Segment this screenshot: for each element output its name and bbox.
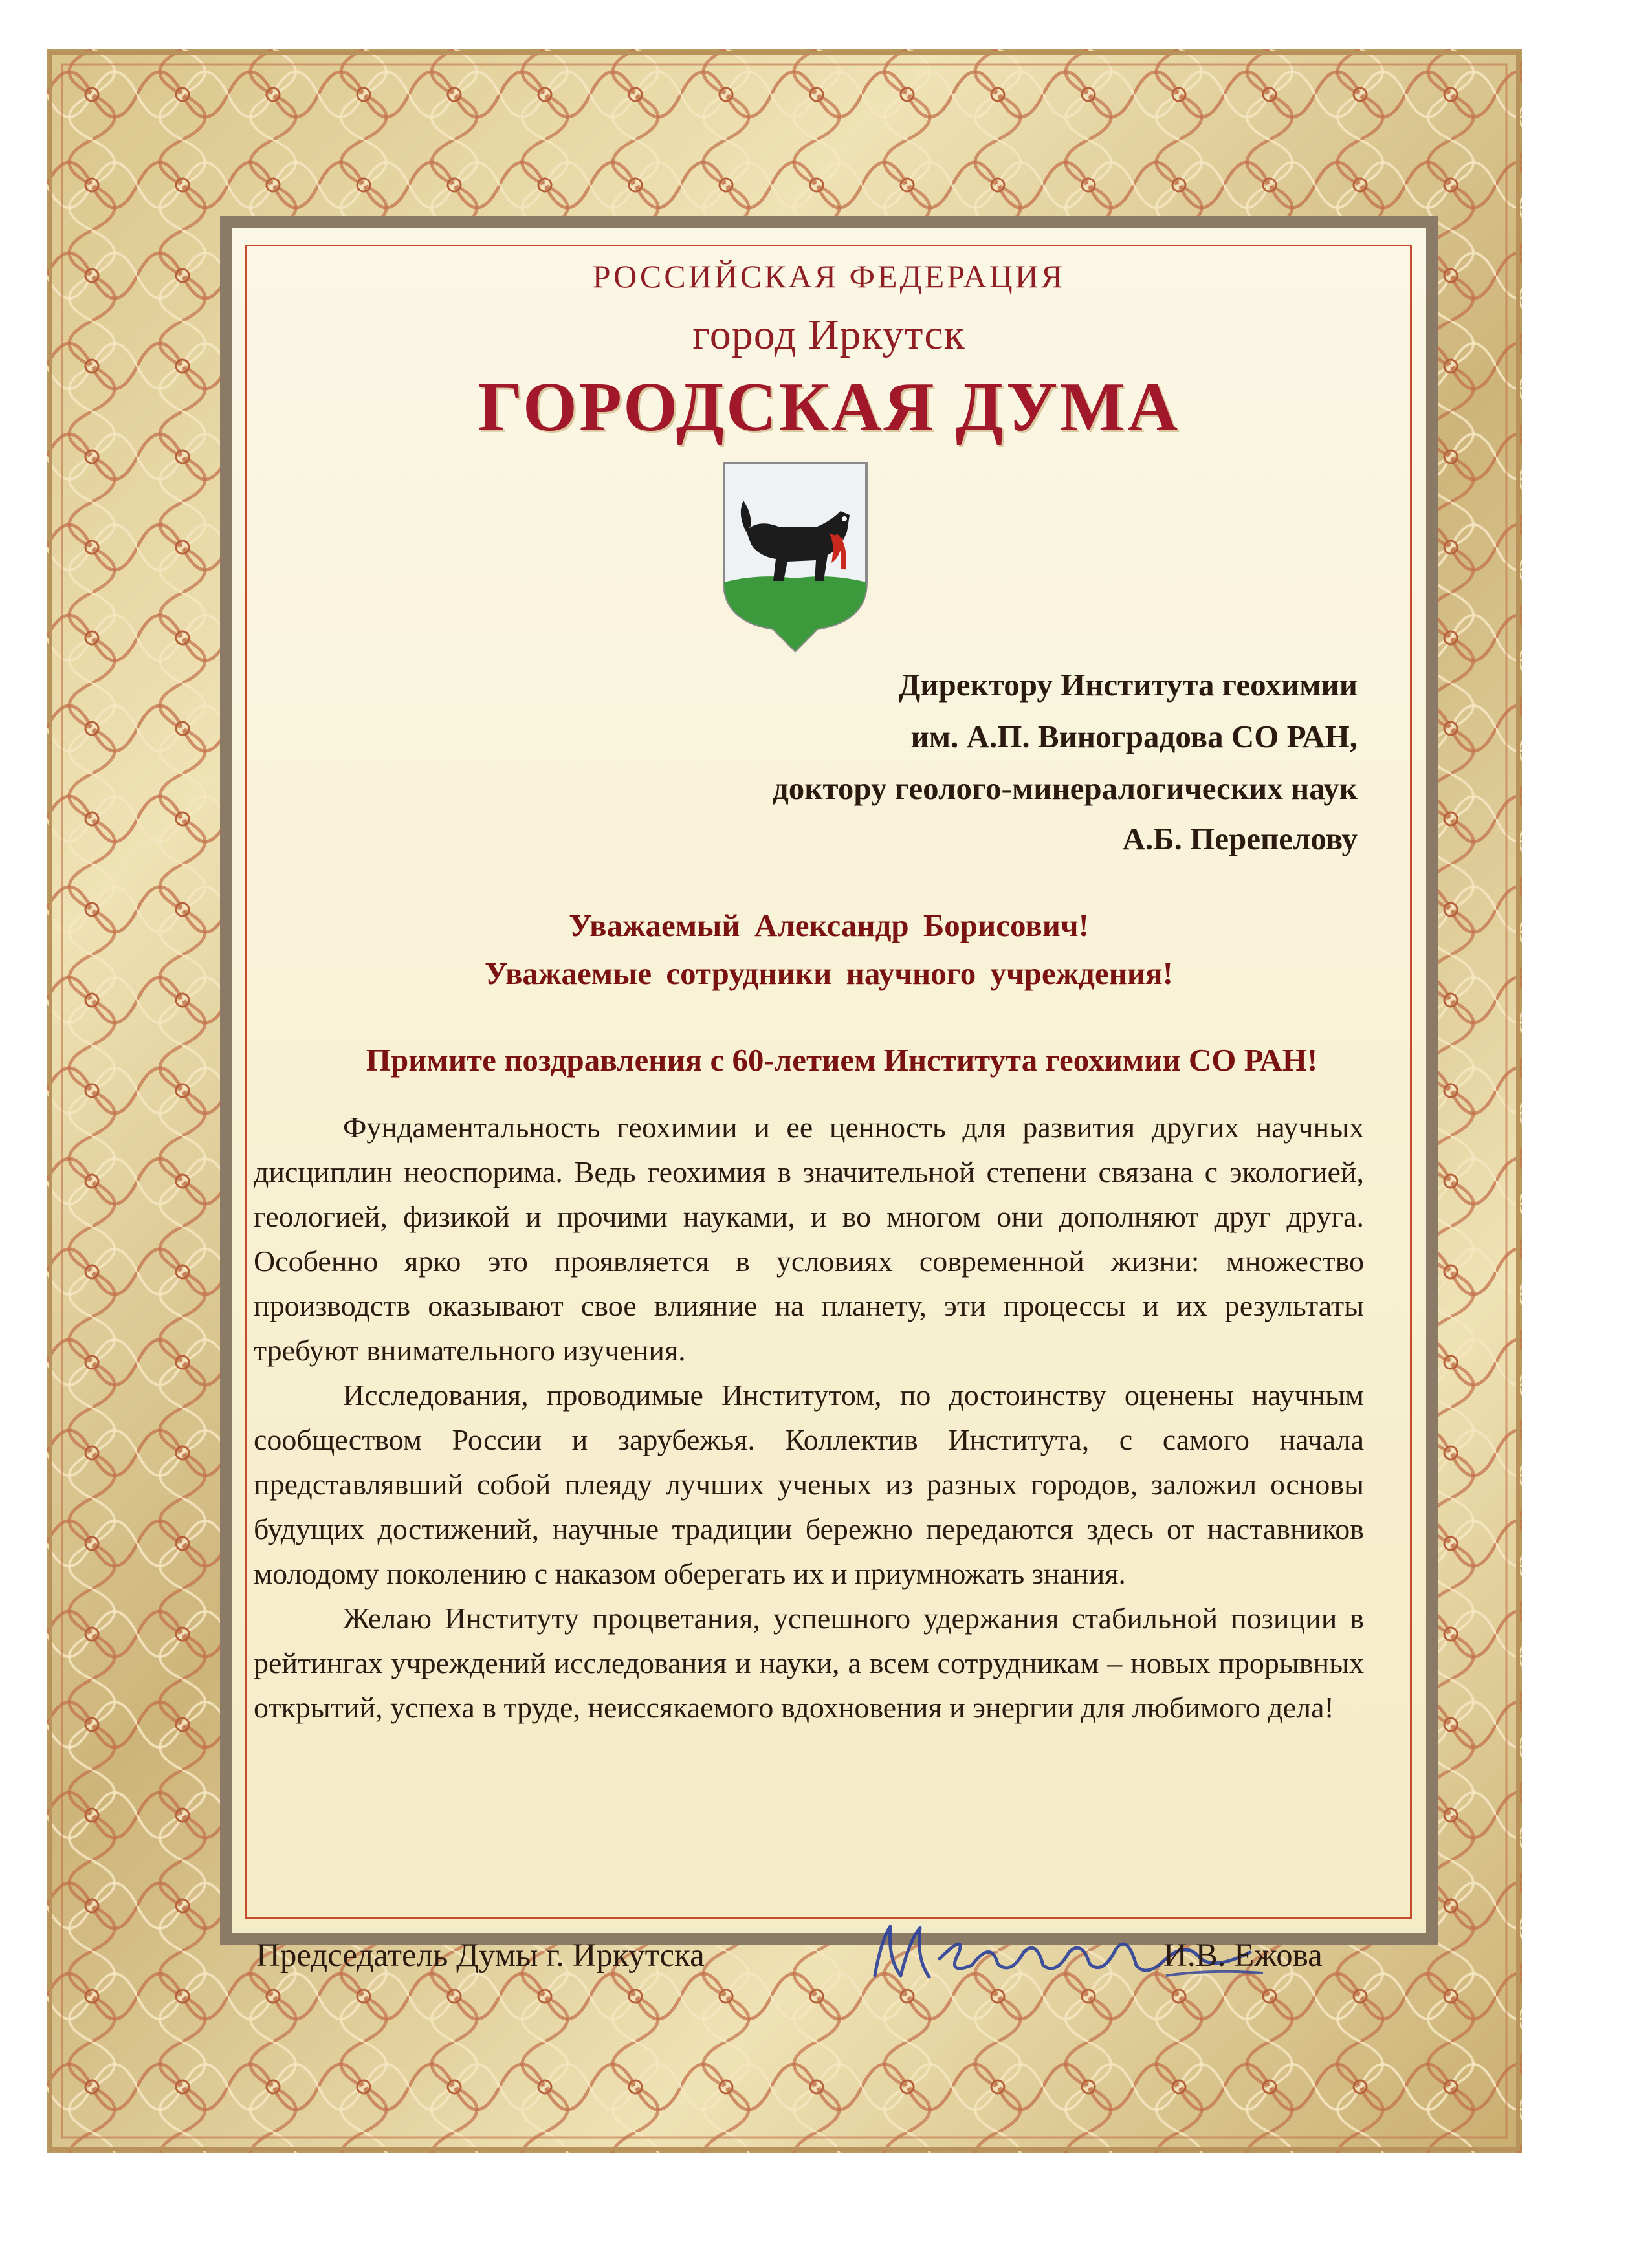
city-heading: город Иркутск: [692, 311, 965, 358]
organization-title: ГОРОДСКАЯ ДУМА: [478, 369, 1180, 446]
body-paragraph: Исследования, проводимые Институтом, по достоинству оценены научным сообществом России и зарубежья. Коллектив Института, с самого начала представлявший собой плеяду лучших ученых из разных городов, заложил основы будущих достижений, научные традиции бережно передаются здесь от наставников молодому поколению с наказом оберегать их и приумножать знания.: [254, 1379, 1364, 1590]
body-paragraph: Желаю Институту процветания, успешного удержания стабильной позиции в рейтингах учреждений исследования и науки, а всем сотрудникам – новых прорывных открытий, успеха в труде, неиссякаемого вдохновения и энергии для любимого дела!: [254, 1602, 1364, 1724]
addressee-line: им. А.П. Виноградова СО РАН,: [910, 719, 1358, 754]
addressee-line: А.Б. Перепелову: [1122, 821, 1358, 856]
irkutsk-coat-of-arms-icon: [720, 459, 870, 653]
letter-body: [254, 1105, 1364, 1730]
addressee-line: доктору геолого-минералогических наук: [772, 770, 1358, 806]
greeting-line: Уважаемые сотрудники научного учреждения!: [485, 955, 1173, 991]
signatory-title: Председатель Думы г. Иркутска: [256, 1937, 705, 1974]
addressee-line: Директору Института геохимии: [898, 667, 1358, 703]
country-heading: РОССИЙСКАЯ ФЕДЕРАЦИЯ: [592, 258, 1066, 294]
signatory-name: И.В. Ежова: [1163, 1937, 1323, 1974]
congratulation-heading: Примите поздравления с 60-летием Института геохимии СО РАН!: [366, 1042, 1318, 1078]
greeting-line: Уважаемый Александр Борисович!: [569, 908, 1089, 943]
body-paragraph: Фундаментальность геохимии и ее ценность для развития других научных дисциплин неоспорима. Ведь геохимия в значительной степени связана с экологией, геологией, физикой и прочими науками, и во многом они дополняют друг друга. Особенно ярко это проявляется в условиях современной жизни: множество производств оказывают свое влияние на планету, эти процессы и их результаты требуют внимательного изучения.: [254, 1111, 1364, 1367]
